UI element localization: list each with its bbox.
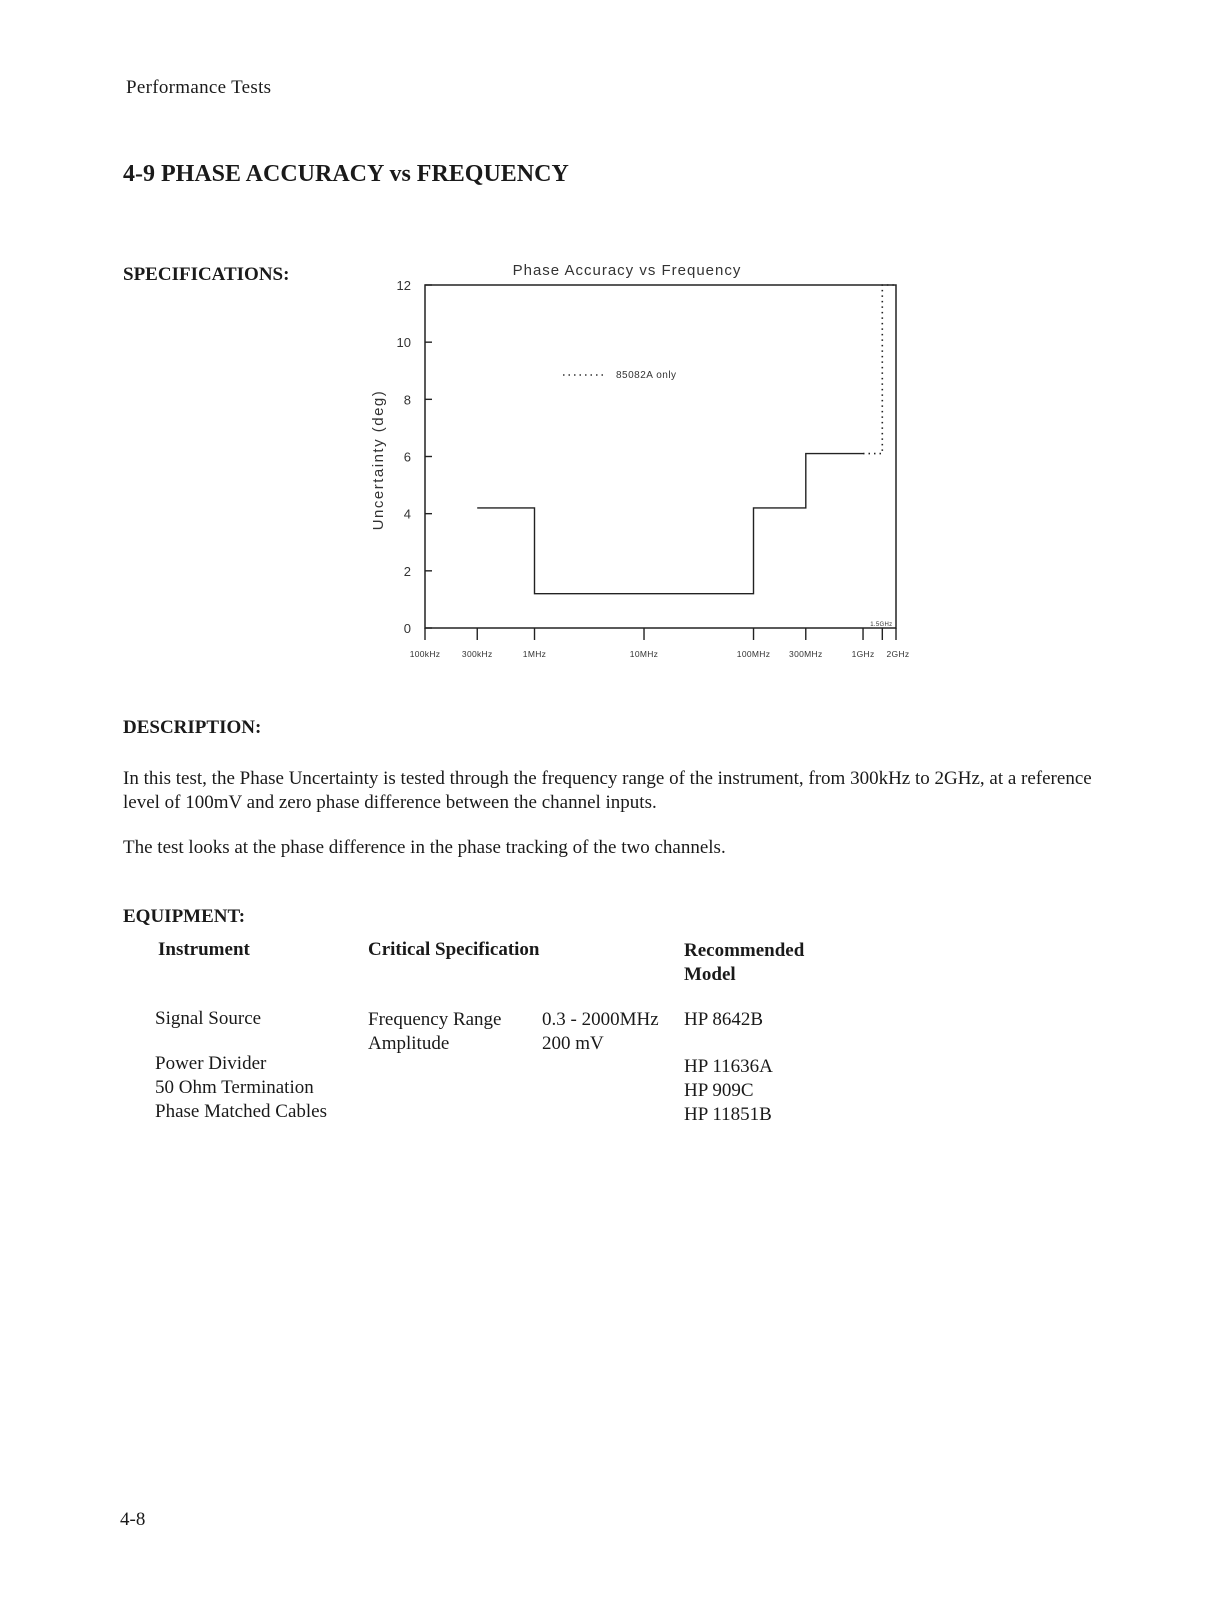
legend-label: 85082A only [616, 370, 677, 381]
equipment-model-power-divider: HP 11636A [684, 1056, 773, 1077]
col-header-recommended-model [684, 939, 804, 987]
col-header-recommended-line1: Recommended [684, 940, 805, 961]
legend [563, 370, 677, 381]
series-85082a-only-line [863, 285, 896, 454]
page-number: 4-8 [120, 1509, 146, 1530]
x-tick-label: 1GHz [851, 649, 875, 659]
col-header-recommended-line2: Model [684, 964, 736, 985]
x-tick-label: 300MHz [789, 649, 823, 659]
y-tick-label: 10 [396, 335, 411, 351]
x-tick-label: 10MHz [629, 649, 659, 659]
spec-name-frequency-range: Frequency Range [368, 1009, 502, 1030]
equipment-instrument-termination: 50 Ohm Termination [155, 1077, 314, 1098]
y-tick-label: 2 [403, 563, 411, 579]
page-header: Performance Tests [126, 77, 272, 98]
y-tick-label: 8 [403, 392, 411, 408]
y-tick-label: 0 [403, 621, 411, 636]
x-tick-label: 100kHz [409, 649, 441, 659]
col-header-instrument: Instrument [158, 939, 250, 960]
page-title: 4-9 PHASE ACCURACY vs FREQUENCY [123, 161, 569, 187]
equipment-spec-values [542, 1008, 659, 1056]
col-header-critical-spec: Critical Specification [368, 939, 540, 960]
y-axis [397, 278, 432, 636]
equipment-model-cables: HP 11851B [684, 1104, 772, 1125]
equipment-heading: EQUIPMENT: [123, 906, 246, 927]
series-uncertainty-line [477, 454, 863, 594]
chart-title: Phase Accuracy vs Frequency [512, 262, 742, 279]
description-paragraph-1: In this test, the Phase Uncertainty is tested through the frequency range of the instrument, from 300kHz to 2GHz, at a reference level of 100mV and zero phase difference between the channel inputs. [123, 768, 1092, 813]
equipment-model-list [684, 1055, 773, 1127]
x-tick-label: 300kHz [461, 649, 493, 659]
spec-value-frequency-range: 0.3 - 2000MHz [542, 1009, 659, 1030]
y-tick-label: 12 [396, 278, 411, 293]
x-tick-label: 1MHz [522, 649, 547, 659]
equipment-instrument-cables: Phase Matched Cables [155, 1101, 328, 1122]
plot-frame [425, 285, 896, 628]
equipment-instrument-list [155, 1052, 327, 1124]
x-tick-label: 2GHz [886, 649, 910, 659]
spec-value-amplitude: 200 mV [542, 1033, 604, 1054]
equipment-spec-names [368, 1008, 501, 1056]
equipment-model-signal-source: HP 8642B [684, 1009, 764, 1030]
y-tick-label: 4 [403, 506, 411, 522]
y-tick-label: 6 [403, 449, 411, 465]
series-layer [477, 285, 896, 594]
description-paragraph-2: The test looks at the phase difference in the phase tracking of the two channels. [123, 837, 726, 858]
spec-name-amplitude: Amplitude [368, 1033, 450, 1054]
equipment-instrument-power-divider: Power Divider [155, 1053, 267, 1074]
equipment-instrument-signal-source: Signal Source [155, 1008, 262, 1029]
specifications-heading: SPECIFICATIONS: [123, 264, 290, 285]
description-heading: DESCRIPTION: [123, 717, 262, 738]
x-tick-label: 100MHz [736, 649, 771, 659]
equipment-model-termination: HP 909C [684, 1080, 754, 1101]
phase-accuracy-chart [350, 250, 930, 690]
chart-ylabel: Uncertainty (deg) [370, 389, 387, 531]
x-tick-label: 1.5GHz [870, 622, 893, 628]
